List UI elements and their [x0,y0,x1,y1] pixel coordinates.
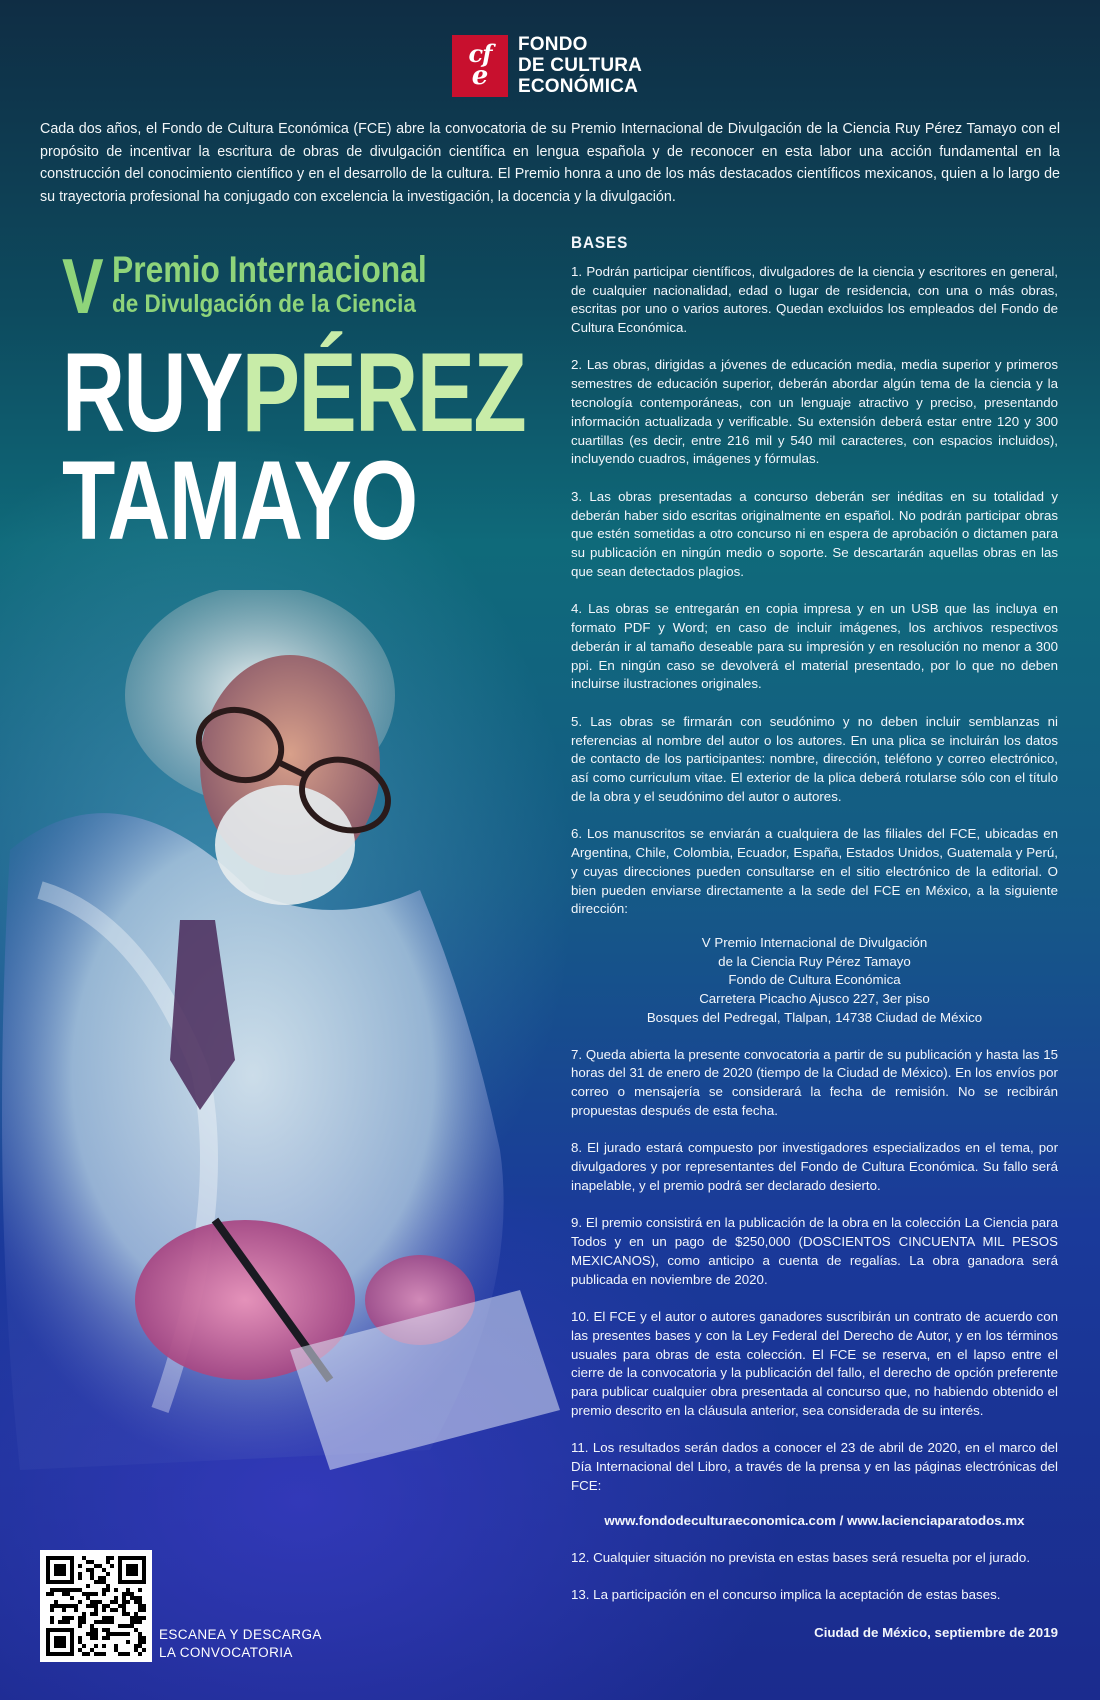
bases-item: 2. Las obras, dirigidas a jóvenes de educación media, media superior y primeros semestres de educación superior, deberán abordar algún tema de la ciencia y la tecnología contemporáneas, con un lenguaje atractivo y preciso, presentando información actualizada y verificable. Su extensión deberá estar entre 120 y 300 cuartillas (es decir, entre 216 mil y 540 mil caracteres, con espacios incluidos), incluyendo cuadros, imágenes y fórmulas. [571,357,1058,467]
bases-item: 3. Las obras presentadas a concurso deberán ser inéditas en su totalidad y deberán haber sido escritas originalmente en español. No podrán participar obras que estén sometidas a otro concurso ni en espera de aprobación o dictamen para su publicación en ningún medio o soporte. Se descartarán aquellas obras en las que sean detectados plagios. [571,488,1058,579]
bases-item: 1. Podrán participar científicos, divulgadores de la ciencia y escritores en general, de cualquier nacionalidad, edad o lugar de residencia, con una o más obras, escritas por uno o varios autores. Quedan excluidos los empleados del Fondo de Cultura Económica. [571,263,1058,336]
title-line-1: Premio Internacional [112,249,427,290]
fce-logo [452,34,642,97]
award-title [62,242,526,563]
edition-numeral: V [62,242,104,330]
bases-item: 7. Queda abierta la presente convocatoria a partir de su publicación y hasta las 15 horas del 31 de enero de 2020 (tiempo de la Ciudad de México). En los envíos por correo o mensajería se considerará la fecha de remisión. No se recibirán propuestas después de esta fecha. [571,1046,1058,1119]
name-line-1: RUYPÉREZ [62,330,526,455]
qr-code-pattern [46,1556,146,1656]
bases-item: 4. Las obras se entregarán en copia impresa y en un USB que las incluya en formato PDF y Word; en caso de incluir imágenes, los archivos respectivos deberán ir al tamaño deseable para su impresión y en resolución no menor a 300 ppi. En ningún caso se devolverá el material presentado, por lo que no deben incluirse ilustraciones originales. [571,601,1058,692]
bases-item: 10. El FCE y el autor o autores ganadores suscribirán un contrato de acuerdo con las presentes bases y con la Ley Federal del Derecho de Autor, y en los términos usuales para obras de esta colección. El FCE se reserva, en el lapso entre el cierre de la convocatoria y la publicación del fallo, el derecho de opción preferente para publicar cualquier obra presentada al concurso que, no habiendo obtenido el premio descrito en la cláusula anterior, sea considerada de su interés. [571,1308,1058,1418]
qr-caption: ESCANEA Y DESCARGA LA CONVOCATORIA [159,1627,322,1660]
bases-heading: BASES [571,233,629,252]
bases-item: 11. Los resultados serán dados a conocer el 23 de abril de 2020, en el marco del Día Internacional del Libro, a través de la prensa y en las páginas electrónicas del FCE: [571,1440,1058,1493]
bases-item: 9. El premio consistirá en la publicación de la obra en la colección La Ciencia para Todos y en un pago de $250,000 (DOSCIENTOS CINCUENTA MIL PESOS MEXICANOS), como anticipo a cuenta de regalías. La obra ganadora será publicada en noviembre de 2020. [571,1215,1058,1287]
website-links[interactable]: www.fondodeculturaeconomica.com / www.lacienciaparatodos.mx [604,1513,1025,1529]
bases-item: 5. Las obras se firmarán con seudónimo y no deben incluir semblanzas ni referencias al nombre del autor o los autores. En una plica se incluirán los datos de contacto de los participantes: nombre, dirección, teléfono y correo electrónico, así como curriculum vitae. El exterior de la plica deberá rotularse sólo con el título de la obra y el seudónimo del autor o autores. [571,713,1058,804]
qr-code[interactable] [40,1550,152,1662]
scientist-portrait-illustration [0,590,560,1490]
mailing-address: V Premio Internacional de Divulgación de la Ciencia Ruy Pérez Tamayo Fondo de Cultura Económica Carretera Picacho Ajusco 227, 3er piso Bosques del Pedregal, Tlalpan, 14738 Ciudad de México [646,934,983,1025]
name-line-2: TAMAYO [62,438,417,563]
bases-item: 6. Los manuscritos se enviarán a cualquiera de las filiales del FCE, ubicadas en Argentina, Chile, Colombia, Ecuador, España, Estados Unidos, Guatemala y Perú, y cuyas direcciones pueden consultarse en el sitio electrónico de la editorial. O bien pueden enviarse directamente a la sede del FCE en México, a la siguiente dirección: [571,826,1058,917]
bases-section [571,234,1058,1642]
title-line-2: de Divulgación de la Ciencia [112,290,416,318]
issue-date: Ciudad de México, septiembre de 2019 [814,1624,1058,1640]
bases-item: 12. Cualquier situación no prevista en estas bases será resuelta por el jurado. [571,1549,1031,1565]
fce-logo-mark: cf e [452,35,508,97]
bases-item: 13. La participación en el concurso implica la aceptación de estas bases. [571,1587,1001,1603]
bases-item: 8. El jurado estará compuesto por investigadores especializados en el tema, por divulgadores y por representantes del Fondo de Cultura Económica. Su fallo será inapelable, y el premio podrá ser declarado desierto. [571,1140,1058,1193]
fce-logo-text: FONDO DE CULTURA ECONÓMICA [518,34,643,97]
intro-paragraph: Cada dos años, el Fondo de Cultura Económica (FCE) abre la convocatoria de su Premio Internacional de Divulgación de la Ciencia Ruy Pérez Tamayo con el propósito de incentivar la escritura de obras de divulgación científica en lengua española y de reconocer en esta labor una acción fundamental en la construcción del conocimiento científico y en el desarrollo de la cultura. El Premio honra a uno de los más destacados científicos mexicanos, quien a lo largo de su trayectoria profesional ha conjugado con excelencia la investigación, la docencia y la divulgación. [40,121,1060,205]
